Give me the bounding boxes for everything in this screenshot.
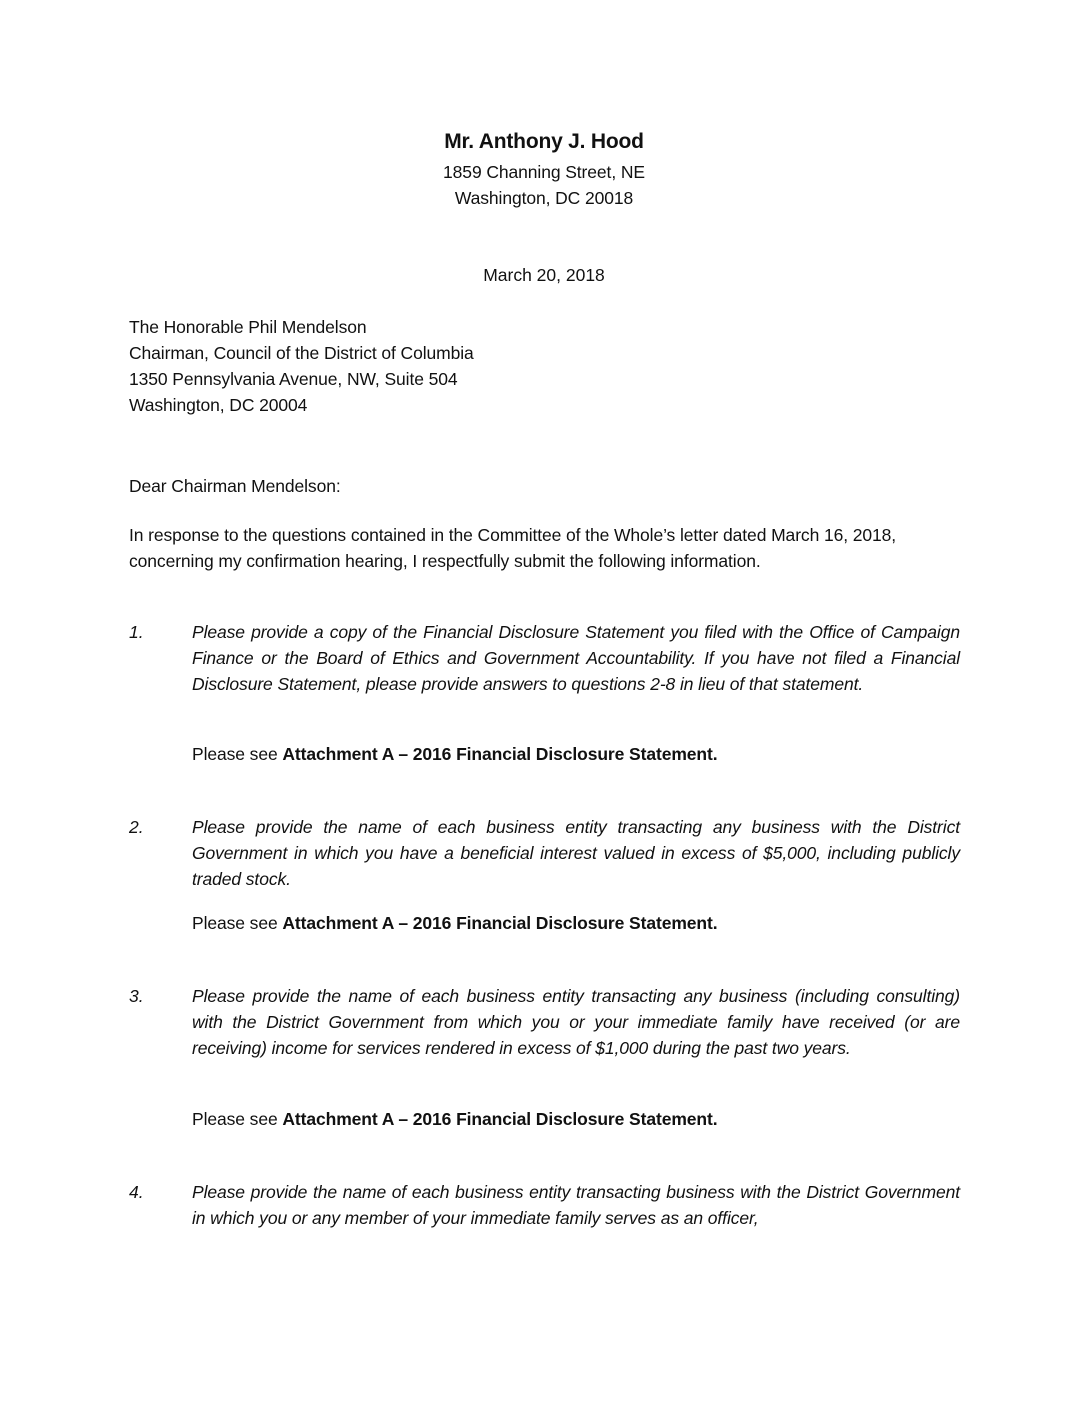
salutation: Dear Chairman Mendelson: bbox=[129, 476, 341, 496]
sender-name: Mr. Anthony J. Hood bbox=[444, 130, 644, 153]
question-number: 4. bbox=[129, 1182, 144, 1202]
question-text: Please provide the name of each business entity transacting any business with the District Government in which you have a beneficial interest valued in excess of $5,000, including publicly traded stock. bbox=[192, 817, 960, 889]
answer-attachment-reference: Attachment A – 2016 Financial Disclosure Statement. bbox=[282, 913, 718, 933]
answer-prefix: Please see bbox=[192, 913, 283, 933]
recipient-line: Chairman, Council of the District of Columbia bbox=[129, 343, 474, 363]
recipient-address bbox=[129, 314, 474, 418]
recipient-line: The Honorable Phil Mendelson bbox=[129, 317, 367, 337]
answer bbox=[192, 741, 718, 767]
letter-date: March 20, 2018 bbox=[483, 265, 605, 285]
question-number: 3. bbox=[129, 986, 144, 1006]
sender-address-city: Washington, DC 20018 bbox=[454, 188, 634, 208]
answer-attachment-reference: Attachment A – 2016 Financial Disclosure Statement. bbox=[282, 1109, 718, 1129]
question-number: 1. bbox=[129, 622, 144, 642]
answer-prefix: Please see bbox=[192, 744, 283, 764]
question-text: Please provide the name of each business entity transacting any business (including consulting) with the District Government from which you or your immediate family have received (or are receiving) income for services rendered in excess of $1,000 during the past two years. bbox=[192, 986, 960, 1058]
sender-address-street: 1859 Channing Street, NE bbox=[443, 162, 645, 182]
answer-prefix: Please see bbox=[192, 1109, 283, 1129]
answer bbox=[192, 910, 718, 936]
recipient-line: Washington, DC 20004 bbox=[129, 395, 308, 415]
intro-paragraph: In response to the questions contained in the Committee of the Whole’s letter dated March 16, 2018, concerning my confirmation hearing, I respectfully submit the following information. bbox=[129, 525, 897, 571]
question-text: Please provide the name of each business entity transacting business with the District Government in which you or any member of your immediate family serves as an officer, bbox=[192, 1182, 960, 1228]
question-text: Please provide a copy of the Financial Disclosure Statement you filed with the Office of Campaign Finance or the Board of Ethics and Government Accountability. If you have not filed a Financial Disclosure Statement, please provide answers to questions 2-8 in lieu of that statement. bbox=[192, 622, 960, 694]
recipient-line: 1350 Pennsylvania Avenue, NW, Suite 504 bbox=[129, 369, 458, 389]
answer bbox=[192, 1106, 718, 1132]
answer-attachment-reference: Attachment A – 2016 Financial Disclosure Statement. bbox=[282, 744, 718, 764]
question-number: 2. bbox=[129, 817, 144, 837]
